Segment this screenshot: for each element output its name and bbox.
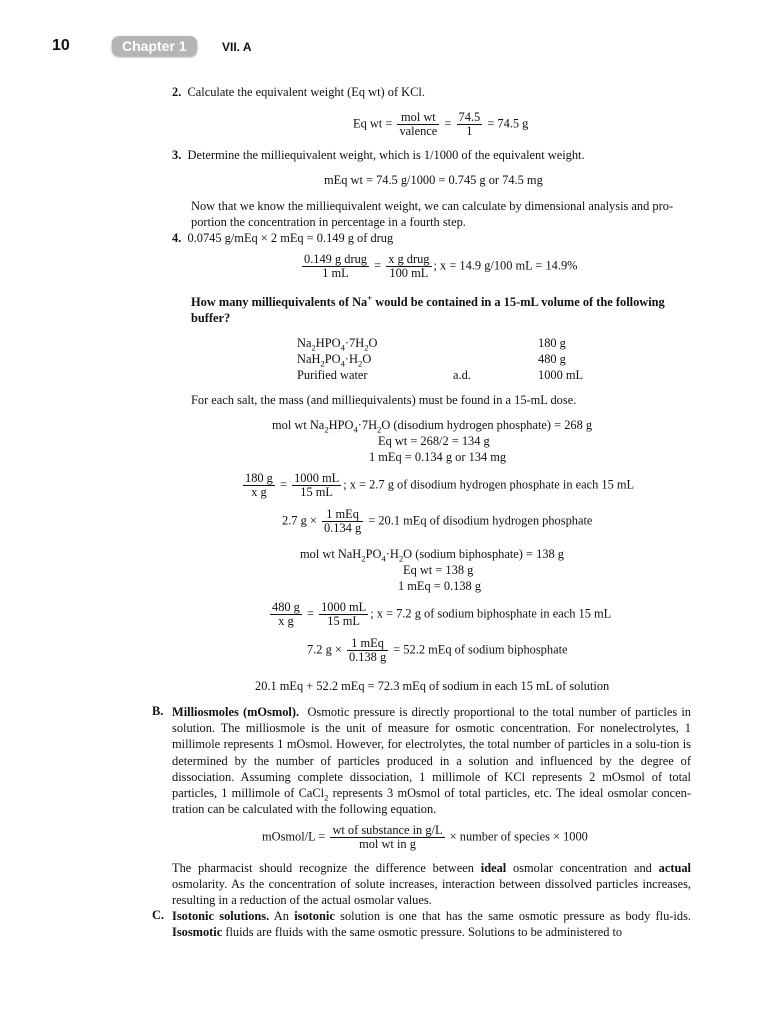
denominator: 1 <box>466 124 473 139</box>
subscript: 2 <box>364 342 369 353</box>
formula-part: O (disodium hydrogen phosphate) = 268 g <box>381 418 593 432</box>
numerator: 1000 mL <box>294 471 340 485</box>
numerator: 1000 mL <box>321 600 367 614</box>
denominator: 100 mL <box>389 266 429 281</box>
paragraph-line: Now that we know the milliequivalent weight, we can calculate by dimensional analysis and pro- <box>191 199 674 213</box>
fraction <box>322 508 363 535</box>
eq-wt-line: Eq wt = 138 g <box>403 563 474 577</box>
formula-part: ·7H <box>344 336 365 350</box>
section-b-paragraph <box>172 704 691 817</box>
formula-part: PO <box>324 352 341 366</box>
step-text: Calculate the equivalent weight (Eq wt) of KCl. <box>187 85 425 99</box>
formula-part: HPO <box>328 418 354 432</box>
section-b-title: Milliosmoles (mOsmol). <box>172 705 300 719</box>
denominator: 15 mL <box>327 614 360 629</box>
denominator: mol wt in g <box>359 837 416 852</box>
subscript: 4 <box>340 342 345 353</box>
bold-term: ideal <box>480 861 507 875</box>
chapter-tab: Chapter 1 <box>112 36 197 56</box>
step-4 <box>172 231 393 246</box>
question-line <box>191 292 665 310</box>
eq-rhs: = 20.1 mEq of disodium hydrogen phosphate <box>368 513 593 528</box>
total-sodium: 20.1 mEq + 52.2 mEq = 72.3 mEq of sodium in each 15 mL of solution <box>255 679 610 693</box>
subscript: 2 <box>324 424 329 435</box>
step-2 <box>172 85 425 100</box>
buffer-row-3-ad: a.d. <box>453 368 471 382</box>
page-number: 10 <box>52 37 70 54</box>
step-number: 3. <box>172 148 182 162</box>
equals: = <box>444 116 452 131</box>
numerator: mol wt <box>397 111 439 125</box>
eq-lhs: Eq wt = <box>353 116 393 131</box>
numerator: 74.5 <box>458 110 481 124</box>
fraction <box>292 472 341 499</box>
subscript: 2 <box>398 553 404 564</box>
denominator: 1 mL <box>322 266 349 281</box>
text: An <box>269 909 295 923</box>
formula-part: mol wt Na <box>272 418 325 432</box>
equation-meq-wt: mEq wt = 74.5 g/1000 = 0.745 g or 74.5 mg <box>324 173 543 187</box>
section-c-title: Isotonic solutions. <box>172 909 270 923</box>
step-text: 0.0745 g/mEq × 2 mEq = 0.149 g of drug <box>187 231 394 245</box>
proportion-biphosphate <box>268 601 611 628</box>
section-c-letter: C. <box>152 908 165 922</box>
subscript: 2 <box>377 424 382 435</box>
buffer-row-1-amount: 180 g <box>538 336 566 350</box>
formula-part: Na <box>297 336 312 350</box>
section-b-letter: B. <box>152 704 164 718</box>
eq-rhs: = 74.5 g <box>487 116 529 131</box>
formula-part: O (sodium biphosphate) = 138 g <box>403 547 564 561</box>
numerator: 1 mEq <box>322 508 363 522</box>
eq-rhs: × number of species × 1000 <box>449 829 588 844</box>
denominator: x g <box>251 485 267 500</box>
fraction <box>270 601 302 628</box>
fraction <box>386 253 431 280</box>
fraction <box>319 601 368 628</box>
step-number: 2. <box>172 85 182 99</box>
denominator: x g <box>278 614 294 629</box>
section-b-paragraph-2 <box>172 860 691 909</box>
eq-rhs: ; x = 7.2 g of sodium biphosphate in each 15 mL <box>370 606 612 621</box>
formula-part: PO <box>365 547 382 561</box>
eq-lhs: 7.2 g × <box>307 642 342 657</box>
formula-part: ·H <box>385 547 399 561</box>
subscript: 2 <box>311 342 316 353</box>
bold-term: Isosmotic <box>172 925 223 940</box>
numerator: wt of substance in g/L <box>332 823 443 837</box>
section-label: VII. A <box>222 40 252 54</box>
buffer-row-3-name: Purified water <box>297 368 368 382</box>
text: osmolarity. As the concentration of solute increases, interaction between dissolved particles increases, resulting in a reduction of the actual osmolar values. <box>172 877 691 908</box>
fraction <box>397 111 439 138</box>
fraction <box>302 253 369 280</box>
formula-part: NaH <box>297 352 321 366</box>
numerator: x g drug <box>388 252 430 266</box>
meq-biphosphate <box>307 637 568 664</box>
mol-wt-line-2 <box>300 547 564 562</box>
eq-wt-line: Eq wt = 268/2 = 134 g <box>378 434 490 448</box>
meq-line: 1 mEq = 0.138 g <box>398 579 482 593</box>
section-c-paragraph <box>172 908 691 940</box>
buffer-row-1-name <box>297 336 377 351</box>
fraction <box>243 472 275 499</box>
eq-lhs: 2.7 g × <box>282 513 317 528</box>
subscript: 2 <box>361 553 366 564</box>
fraction <box>330 824 444 851</box>
eq-rhs: ; x = 2.7 g of disodium hydrogen phosphate in each 15 mL <box>343 477 635 492</box>
equation-percent <box>300 253 577 280</box>
formula-part: O <box>368 336 378 350</box>
subscript: 2 <box>324 792 329 803</box>
equation-mosmol <box>262 824 588 851</box>
numerator: 480 g <box>272 600 300 614</box>
equals: = <box>280 477 287 492</box>
mol-wt-line-1 <box>272 418 592 433</box>
section-b-text: represents 3 mOsmol of total particles, etc. The ideal osmolar concen-tration can be calculated with the following equation. <box>172 786 691 817</box>
subscript: 4 <box>353 424 358 435</box>
subscript: 2 <box>357 358 363 369</box>
formula-part: HPO <box>315 336 341 350</box>
meq-disodium <box>282 508 592 535</box>
denominator: 0.138 g <box>348 650 387 665</box>
denominator: 15 mL <box>300 485 333 500</box>
superscript: + <box>367 292 373 303</box>
bold-term: isotonic <box>294 909 335 923</box>
buffer-row-3-amount: 1000 mL <box>538 368 584 382</box>
question-text: How many milliequivalents of Na <box>191 295 368 309</box>
denominator: 0.134 g <box>323 521 362 536</box>
step-number: 4. <box>172 231 182 245</box>
eq-rhs: = 52.2 mEq of sodium biphosphate <box>393 642 568 657</box>
formula-part: mol wt NaH <box>300 547 362 561</box>
numerator: 0.149 g drug <box>304 252 367 266</box>
subscript: 4 <box>340 358 345 369</box>
numerator: 1 mEq <box>347 637 388 651</box>
denominator: valence <box>399 124 438 139</box>
paragraph-line: portion the concentration in percentage in a fourth step. <box>191 215 466 229</box>
text: fluids are fluids with the same osmotic pressure. Solutions to be administered to <box>222 925 623 940</box>
fraction <box>347 637 388 664</box>
salt-intro: For each salt, the mass (and milliequivalents) must be found in a 15-mL dose. <box>191 393 577 407</box>
text: osmolar concentration and <box>506 861 659 875</box>
section-b-text: Osmotic pressure is directly proportional to the total number of particles in solution. The milliosmole is the unit of measure for osmotic concentration. For nonelectrolytes, 1 millimole represents 1 mOsmol. However, for electrolytes, the total number of particles in a solu-tion is determined by the number of particles produced in a solution and influenced by the degree of dissociation. Assuming complete dissociation, 1 millimole of KCl represents 2 mOsmol of total particles, 1 millimole of CaCl <box>172 705 691 801</box>
step-text: Determine the milliequivalent weight, which is 1/1000 of the equivalent weight. <box>187 148 585 162</box>
formula-part: O <box>362 352 372 366</box>
equals: = <box>307 606 314 621</box>
meq-line: 1 mEq = 0.134 g or 134 mg <box>369 450 507 464</box>
eq-lhs: mOsmol/L = <box>262 829 326 844</box>
subscript: 2 <box>320 358 325 369</box>
fraction <box>457 111 483 138</box>
eq-rhs: ; x = 14.9 g/100 mL = 14.9% <box>433 258 578 273</box>
subscript: 4 <box>381 553 386 564</box>
formula-part: ·H <box>344 352 358 366</box>
question-text: would be contained in a 15-mL volume of the following <box>372 295 665 309</box>
text: solution is one that has the same osmotic pressure as body flu-ids. <box>334 909 691 923</box>
equation-eq-wt <box>353 111 528 138</box>
equals: = <box>374 258 382 273</box>
buffer-row-2-name <box>297 352 371 367</box>
step-3 <box>172 148 585 163</box>
question-line: buffer? <box>191 311 231 325</box>
text: The pharmacist should recognize the difference between <box>172 861 481 875</box>
numerator: 180 g <box>245 471 273 485</box>
proportion-disodium <box>241 472 634 499</box>
bold-term: actual <box>658 861 691 875</box>
buffer-row-2-amount: 480 g <box>538 352 566 366</box>
formula-part: ·7H <box>357 418 378 432</box>
